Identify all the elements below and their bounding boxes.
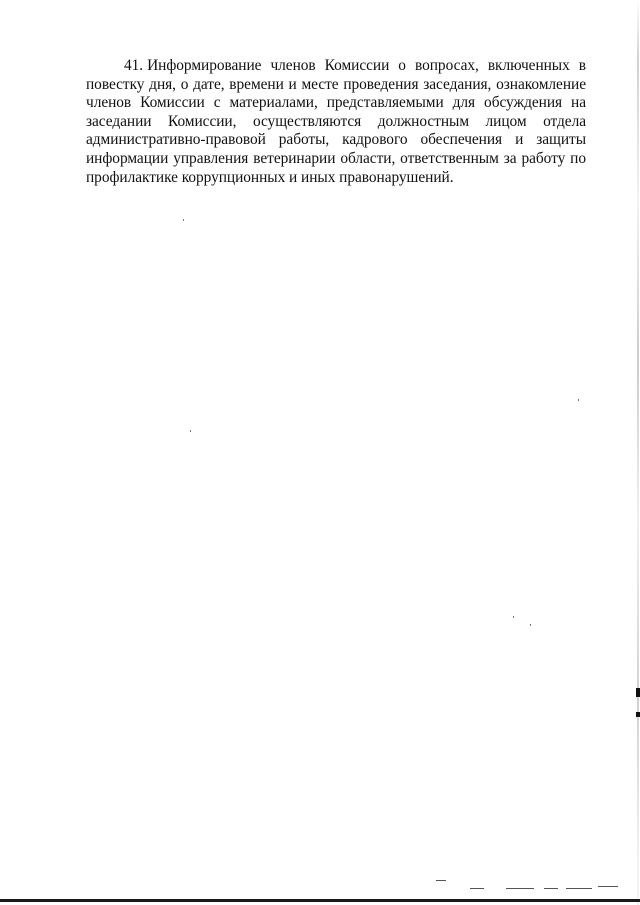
scan-bottom-edge [0,899,640,902]
scan-speck [578,399,579,401]
paragraph-text: Информирование членов Комиссии о вопросах, включенных в повестку дня, о дате, времени и месте проведения заседания, ознакомление членов Комиссии с материалами, представляемыми для обсуждения на заседании Комиссии, осуществляются должностным лицом отдела административно-правовой работы, кадрового обеспечения и защиты информации управления ветеринарии области, ответственным за работу по профилактике коррупционных и иных правонарушений. [86,57,586,186]
scan-dash [436,880,446,881]
paragraph-41 [86,57,586,187]
scan-dash [506,888,534,889]
scan-speck [513,616,514,618]
scan-speck [190,430,191,432]
scan-edge-mark-top [636,688,640,697]
scan-speck [183,219,184,221]
scan-dash [598,886,618,887]
scan-dash [544,888,558,889]
item-number: 41. [124,57,144,74]
scan-edge-mark-bottom [636,712,640,717]
scan-dash [470,888,484,889]
scan-dash [566,888,592,889]
scan-edge-shadow [637,0,639,905]
scan-speck [530,624,531,626]
